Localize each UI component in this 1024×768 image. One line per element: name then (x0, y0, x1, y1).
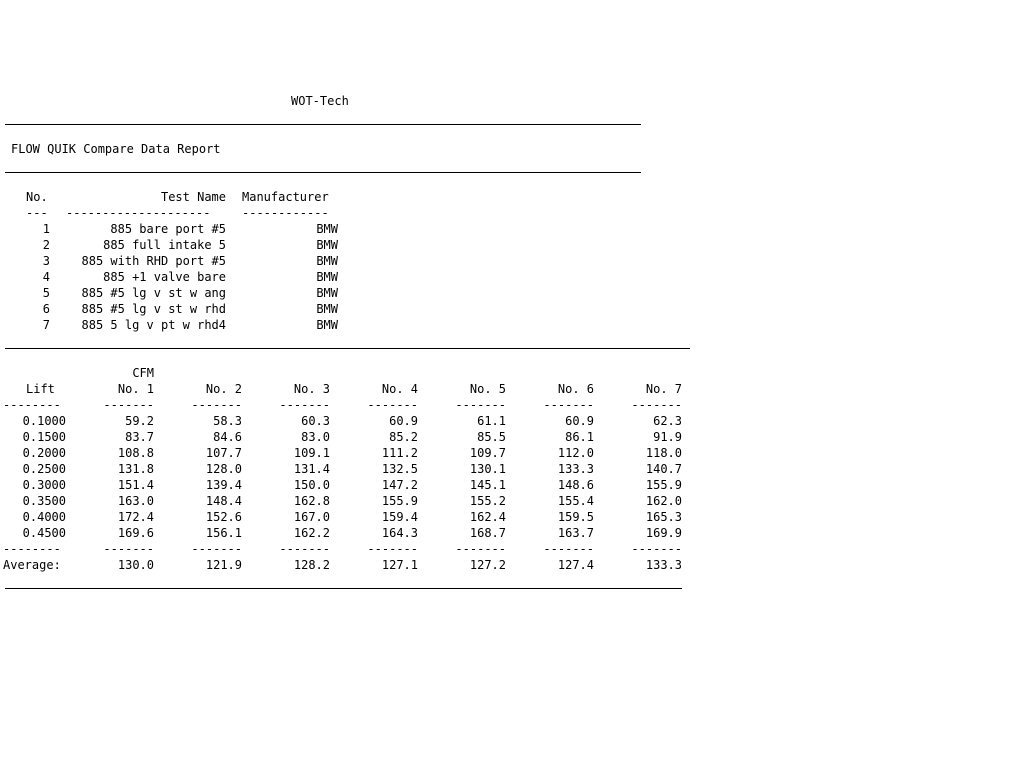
header-dash: ------- (543, 398, 594, 412)
cfm-value: 84.6 (213, 430, 242, 444)
cfm-value: 162.2 (293, 526, 330, 540)
average-label: Average: (3, 558, 61, 572)
cfm-value: 131.4 (293, 462, 330, 476)
footer-dash: ------- (367, 542, 418, 556)
footer-dash-lift: -------- (3, 542, 61, 556)
average-value: 127.4 (557, 558, 594, 572)
header-top-rule (5, 124, 641, 125)
report-title: FLOW QUIK Compare Data Report (11, 142, 221, 156)
lift-value: 0.3500 (22, 494, 66, 508)
test-manufacturer: BMW (316, 302, 338, 316)
cfm-value: 148.6 (557, 478, 594, 492)
cfm-value: 111.2 (381, 446, 418, 460)
test-name: 885 full intake 5 (103, 238, 226, 252)
test-no: 2 (42, 238, 50, 252)
header-dash: ------- (279, 398, 330, 412)
average-value: 133.3 (645, 558, 682, 572)
cfm-value: 162.0 (645, 494, 682, 508)
company-name: WOT-Tech (291, 94, 349, 108)
header-dash: ------- (631, 398, 682, 412)
lift-value: 0.3000 (22, 478, 66, 492)
cfm-value: 85.5 (477, 430, 506, 444)
flow-column-header: No. 3 (293, 382, 330, 396)
header-bottom-rule (5, 172, 641, 173)
cfm-value: 107.7 (205, 446, 242, 460)
test-no: 5 (42, 286, 50, 300)
footer-dash: ------- (543, 542, 594, 556)
footer-dash: ------- (103, 542, 154, 556)
test-name: 885 #5 lg v st w rhd (81, 302, 226, 316)
footer-dash: ------- (191, 542, 242, 556)
average-value: 121.9 (205, 558, 242, 572)
cfm-value: 139.4 (205, 478, 242, 492)
flow-column-header: No. 7 (645, 382, 682, 396)
cfm-value: 168.7 (469, 526, 506, 540)
lift-value: 0.2000 (22, 446, 66, 460)
test-manufacturer: BMW (316, 238, 338, 252)
cfm-value: 155.9 (381, 494, 418, 508)
cfm-value: 155.9 (645, 478, 682, 492)
tests-manufacturer-dash: ------------ (242, 206, 329, 220)
cfm-value: 163.0 (117, 494, 154, 508)
tests-no-header: No. (26, 190, 48, 204)
test-manufacturer: BMW (316, 270, 338, 284)
cfm-value: 118.0 (645, 446, 682, 460)
flow-column-header: No. 1 (117, 382, 154, 396)
cfm-value: 151.4 (117, 478, 154, 492)
test-name: 885 with RHD port #5 (81, 254, 226, 268)
cfm-value: 91.9 (653, 430, 682, 444)
cfm-value: 86.1 (565, 430, 594, 444)
flow-column-header: No. 5 (469, 382, 506, 396)
tests-name-dash: -------------------- (66, 206, 211, 220)
cfm-value: 167.0 (293, 510, 330, 524)
header-dash: ------- (455, 398, 506, 412)
average-value: 127.2 (469, 558, 506, 572)
cfm-value: 169.9 (645, 526, 682, 540)
cfm-value: 163.7 (557, 526, 594, 540)
cfm-value: 147.2 (381, 478, 418, 492)
cfm-value: 61.1 (477, 414, 506, 428)
cfm-value: 132.5 (381, 462, 418, 476)
tests-no-dash: --- (26, 206, 48, 220)
cfm-value: 155.4 (557, 494, 594, 508)
cfm-value: 83.7 (125, 430, 154, 444)
test-name: 885 #5 lg v st w ang (81, 286, 226, 300)
cfm-value: 83.0 (301, 430, 330, 444)
cfm-value: 172.4 (117, 510, 154, 524)
cfm-value: 140.7 (645, 462, 682, 476)
cfm-value: 60.9 (389, 414, 418, 428)
cfm-value: 148.4 (205, 494, 242, 508)
cfm-value: 155.2 (469, 494, 506, 508)
test-manufacturer: BMW (316, 318, 338, 332)
cfm-value: 159.5 (557, 510, 594, 524)
flow-column-header: No. 4 (381, 382, 418, 396)
lift-value: 0.1500 (22, 430, 66, 444)
test-no: 7 (42, 318, 50, 332)
cfm-value: 108.8 (117, 446, 154, 460)
lift-value: 0.4000 (22, 510, 66, 524)
lift-header: Lift (26, 382, 55, 396)
average-value: 128.2 (293, 558, 330, 572)
test-manufacturer: BMW (316, 286, 338, 300)
cfm-value: 169.6 (117, 526, 154, 540)
footer-rule (5, 588, 682, 589)
lift-value: 0.2500 (22, 462, 66, 476)
cfm-value: 109.1 (293, 446, 330, 460)
cfm-value: 165.3 (645, 510, 682, 524)
test-no: 1 (42, 222, 50, 236)
header-dash-lift: -------- (3, 398, 61, 412)
cfm-value: 109.7 (469, 446, 506, 460)
flow-column-header: No. 2 (205, 382, 242, 396)
test-name: 885 bare port #5 (110, 222, 226, 236)
cfm-value: 130.1 (469, 462, 506, 476)
footer-dash: ------- (279, 542, 330, 556)
test-no: 6 (42, 302, 50, 316)
cfm-label: CFM (132, 366, 154, 380)
test-name: 885 +1 valve bare (103, 270, 226, 284)
cfm-value: 152.6 (205, 510, 242, 524)
test-name: 885 5 lg v pt w rhd4 (81, 318, 226, 332)
cfm-value: 145.1 (469, 478, 506, 492)
test-manufacturer: BMW (316, 222, 338, 236)
average-value: 127.1 (381, 558, 418, 572)
cfm-value: 162.4 (469, 510, 506, 524)
cfm-value: 131.8 (117, 462, 154, 476)
cfm-value: 128.0 (205, 462, 242, 476)
average-value: 130.0 (117, 558, 154, 572)
cfm-value: 58.3 (213, 414, 242, 428)
cfm-value: 62.3 (653, 414, 682, 428)
footer-dash: ------- (631, 542, 682, 556)
lift-value: 0.1000 (22, 414, 66, 428)
test-no: 4 (42, 270, 50, 284)
lift-value: 0.4500 (22, 526, 66, 540)
flow-column-header: No. 6 (557, 382, 594, 396)
cfm-value: 162.8 (293, 494, 330, 508)
section-rule (5, 348, 690, 349)
footer-dash: ------- (455, 542, 506, 556)
cfm-value: 59.2 (125, 414, 154, 428)
cfm-value: 112.0 (557, 446, 594, 460)
header-dash: ------- (367, 398, 418, 412)
test-manufacturer: BMW (316, 254, 338, 268)
tests-name-header: Test Name (160, 190, 226, 204)
header-dash: ------- (103, 398, 154, 412)
cfm-value: 133.3 (557, 462, 594, 476)
cfm-value: 60.9 (565, 414, 594, 428)
cfm-value: 150.0 (293, 478, 330, 492)
cfm-value: 60.3 (301, 414, 330, 428)
tests-manufacturer-header: Manufacturer (242, 190, 329, 204)
test-no: 3 (42, 254, 50, 268)
cfm-value: 164.3 (381, 526, 418, 540)
cfm-value: 156.1 (205, 526, 242, 540)
cfm-value: 159.4 (381, 510, 418, 524)
header-dash: ------- (191, 398, 242, 412)
cfm-value: 85.2 (389, 430, 418, 444)
